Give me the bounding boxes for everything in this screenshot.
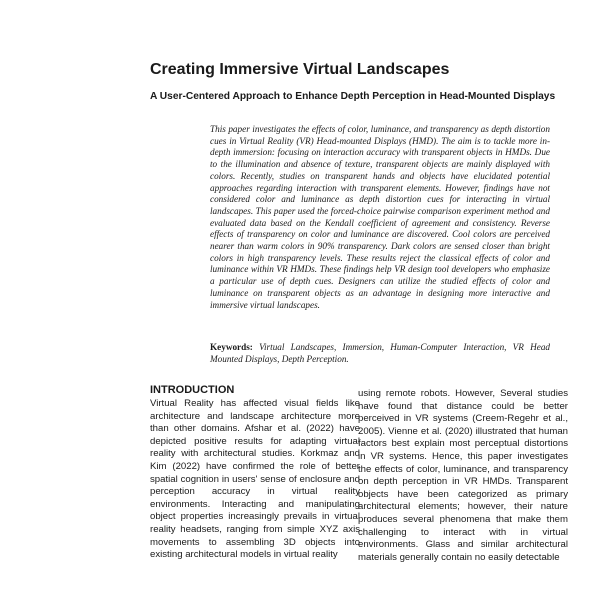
introduction-column-right: [358, 388, 568, 564]
keywords: [210, 342, 550, 365]
introduction-text-right: using remote robots. However, Several studies have found that distance could be better perceived in VR systems (Creem-Regehr et al., 2005). Vienne et al. (2020) illustrated that human factors best explain most perceptual distortions in VR systems. Hence, this paper investigates the effects of color, luminance, and transparency on depth perception in VR HMDs. Transparent objects have been categorized as primary architectural elements; however, their nature produces several phenomena that make them challenging to interact with in virtual environments. Glass and similar architectural materials generally contain no easily detectable: [358, 388, 568, 563]
paper-title: Creating Immersive Virtual Landscapes: [150, 61, 450, 78]
paper-subtitle: A User-Centered Approach to Enhance Depth Perception in Head-Mounted Displays: [150, 91, 556, 102]
keywords-label: Keywords:: [210, 342, 253, 352]
abstract: This paper investigates the effects of color, luminance, and transparency as depth distortion cues in Virtual Reality (VR) Head-mounted Displays (HMD). The aim is to tackle more in-depth immersion: focusing on interaction accuracy with transparent objects in HMDs. Due to the illumination and absence of texture, transparent objects are mainly displayed with colors. Recently, studies on transparent hands and objects have elucidated potential approaches regarding interaction with transparent elements. However, findings have not considered color and luminance as depth distortion cues for interacting in virtual landscapes. This paper used the forced-choice pairwise comparison experiment method and evaluated data based on the Kendall coefficient of agreement and consistency. Reverse effects of transparency on color and luminance are discovered. Cool colors are perceived nearer than warm colors in 90% transparency. Dark colors are sensed closer than bright colors in high transparency levels. These results reject the classical effects of color and luminance within VR HMDs. These findings help VR design tool developers who emphasize a particular use of depth cues. Designers can utilize the studied effects of color and luminance on transparent objects as an advantage in designing more interactive and immersive virtual landscapes.: [210, 124, 550, 310]
introduction-text-left: Virtual Reality has affected visual fields like architecture and landscape architecture more than other domains. Afshar et al. (2022) have depicted positive results for adapting virtual reality with architectural studies. Korkmaz and Kim (2022) have confirmed the role of better spatial cognition in users' sense of enclosure and perception accuracy in virtual reality environments. Interacting and manipulating object properties increasingly prevails in virtual reality headsets, ranging from simple XYZ axis movements to assembling 3D objects into existing architectural models in virtual reality: [150, 398, 360, 561]
keywords-text: Virtual Landscapes, Immersion, Human-Computer Interaction, VR Head Mounted Displays, Depth Perception.: [210, 342, 551, 364]
introduction-heading: INTRODUCTION: [150, 384, 235, 396]
introduction-column-left: [150, 384, 360, 562]
